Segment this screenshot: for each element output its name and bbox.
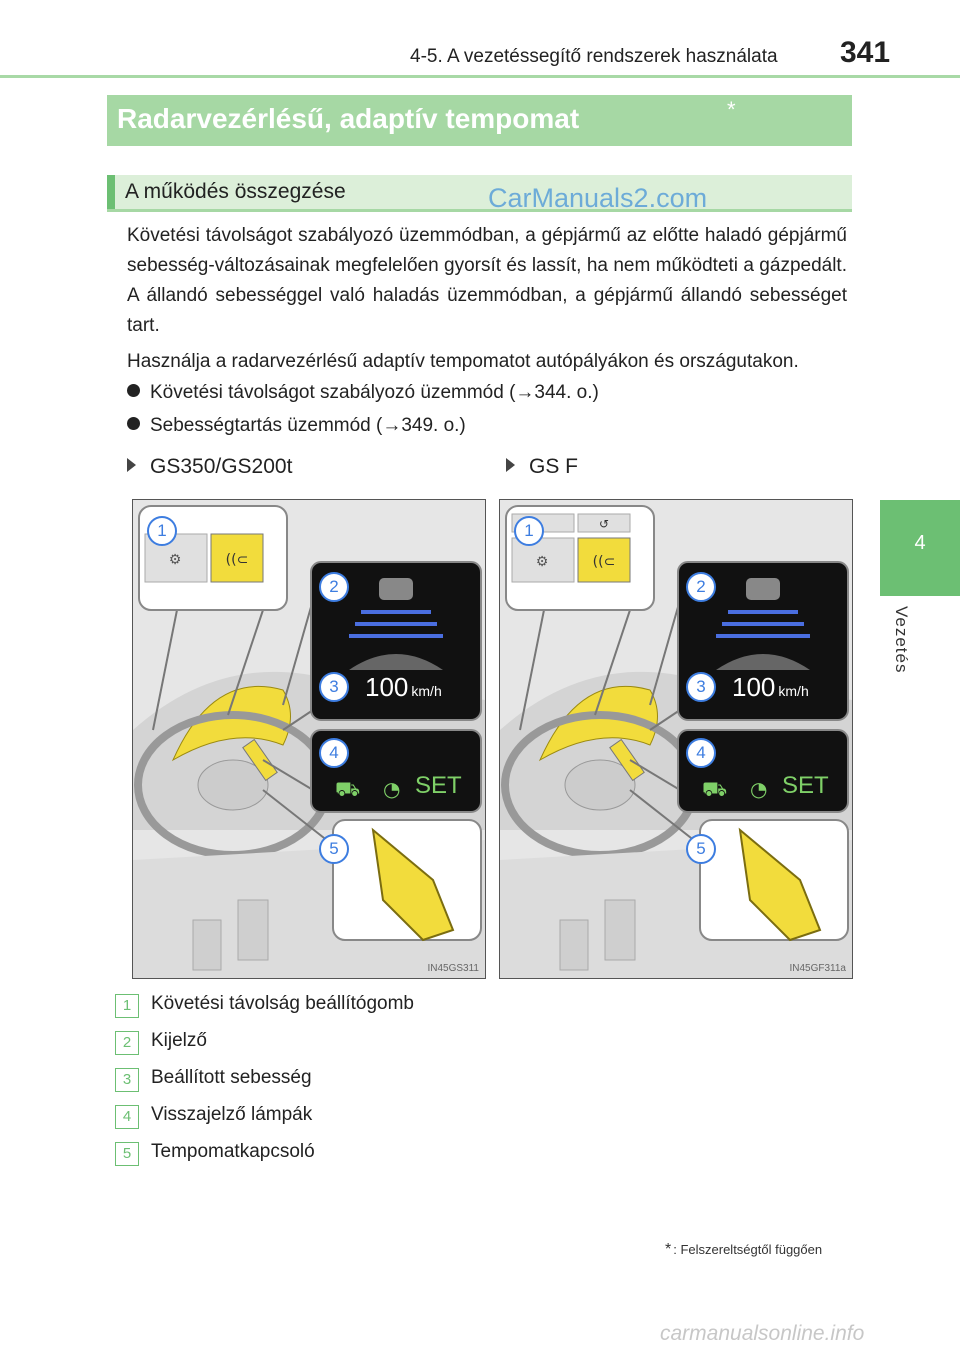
svg-text:⛟: ⛟ [702,777,728,801]
bullet-item [127,415,466,437]
svg-text:↺: ↺ [598,517,610,531]
set-indicator: SET [415,772,462,799]
display-speed [732,672,809,703]
display-speed [365,672,442,703]
svg-text:((⊂: ((⊂ [225,552,249,568]
callout-2: 2 [319,572,349,602]
speed-value: 100 [732,672,776,702]
bullet-text: Követési távolságot szabályozó üzemmód (→344. o.) [150,382,599,403]
cockpit-illustration [133,500,485,978]
subtitle-bar [107,175,115,209]
legend-number: 3 [115,1068,139,1092]
legend-number: 5 [115,1142,139,1166]
callout-5: 5 [686,834,716,864]
subtitle: A működés összegzése [125,180,346,203]
svg-text:⚙: ⚙ [535,554,549,570]
watermark-text: CarManuals2.com [488,183,708,213]
svg-text:◔: ◔ [750,777,768,801]
legend-number: 2 [115,1031,139,1055]
title-star: * [727,97,736,122]
footnote-text: : Felszereltségtől függően [673,1242,823,1257]
callout-4: 4 [686,738,716,768]
legend-label: Kijelző [151,1030,207,1051]
svg-text:⛟: ⛟ [335,777,361,801]
callout-3: 3 [319,672,349,702]
legend-number: 1 [115,994,139,1018]
legend-label: Beállított sebesség [151,1067,312,1088]
svg-text:◔: ◔ [383,777,401,801]
callout-2: 2 [686,572,716,602]
triangle-marker-icon [506,458,515,472]
callout-3: 3 [686,672,716,702]
variant-text: GS F [529,455,579,478]
chapter-number: 4 [914,532,926,554]
bullet-text: Sebességtartás üzemmód (→349. o.) [150,415,466,436]
paragraph-intro: Követési távolságot szabályozó üzemmódban, a gépjármű az előtte haladó gépjármű sebesség-változásainak megfelelően gyorsít és lassít, ha nem működteti a gázpedált. A állandó sebességgel való haladás üzemmódban, a gépjármű állandó sebességet tart. [127,225,847,336]
header-divider [0,75,960,78]
legend-number: 4 [115,1105,139,1129]
bullet-dot-icon [127,384,140,397]
svg-text:⚙: ⚙ [168,552,182,568]
variant-text: GS350/GS200t [150,455,293,478]
figure-code: IN45GS311 [427,963,479,974]
bullet-item [127,382,599,404]
speed-unit: km/h [778,683,809,699]
svg-text:((⊂: ((⊂ [592,554,616,570]
legend-label: Visszajelző lámpák [151,1104,313,1125]
callout-1: 1 [514,516,544,546]
legend-label: Követési távolság beállítógomb [151,993,414,1014]
chapter-label-vertical [893,606,929,686]
footnote [665,1241,822,1259]
paragraph-usage: Használja a radarvezérlésű adaptív tempomatot autópályákon és országutakon. [127,351,799,372]
figure-panel-gsf [499,499,853,979]
legend-label: Tempomatkapcsoló [151,1141,315,1162]
bullet-dot-icon [127,417,140,430]
callout-1: 1 [147,516,177,546]
figure-panel-gs350 [132,499,486,979]
page-title: Radarvezérlésű, adaptív tempomat [117,103,580,134]
site-watermark: carmanualsonline.info [660,1322,865,1345]
figure-code: IN45GF311a [789,963,846,974]
variant-label-gs350 [127,455,292,479]
set-indicator: SET [782,772,829,799]
triangle-marker-icon [127,458,136,472]
variant-label-gsf [506,455,578,479]
subtitle-band [107,175,852,212]
speed-unit: km/h [411,683,442,699]
chapter-label: Vezetés [892,606,911,674]
title-band [107,95,852,146]
callout-4: 4 [319,738,349,768]
callout-5: 5 [319,834,349,864]
cockpit-illustration [500,500,852,978]
speed-value: 100 [365,672,409,702]
footnote-star: * [665,1241,672,1258]
header-section-title: 4-5. A vezetéssegítő rendszerek használata [410,46,778,67]
page-number: 341 [840,36,891,69]
